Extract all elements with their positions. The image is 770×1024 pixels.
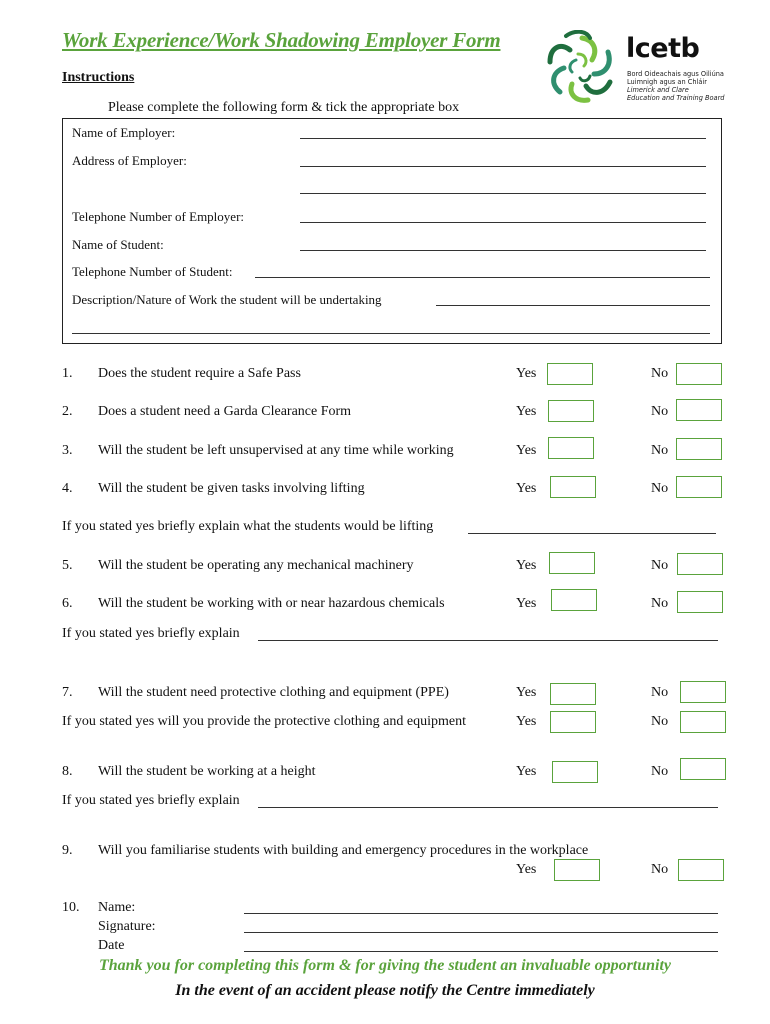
q6-text: Will the student be working with or near hazardous chemicals [98,596,445,611]
logo-brand: lcetb [626,33,700,64]
q7-text: Will the student need protective clothing and equipment (PPE) [98,685,449,700]
q7-followup-label: If you stated yes will you provide the protective clothing and equipment [62,714,466,729]
q7-followup-yes-checkbox[interactable] [550,711,596,733]
q7-followup-no-checkbox[interactable] [680,711,726,733]
q9-number: 9. [62,843,73,858]
q6-no-label: No [651,596,669,611]
q5-no-label: No [651,558,669,573]
employer-phone-label: Telephone Number of Employer: [72,209,245,224]
q10-date-field[interactable] [244,951,718,952]
q3-number: 3. [62,443,73,458]
q7-followup-no-label: No [651,714,669,729]
q8-followup-field[interactable] [258,807,718,808]
work-description-field-1[interactable] [436,305,710,306]
q6-no-checkbox[interactable] [677,591,723,613]
work-description-label: Description/Nature of Work the student will be undertaking [72,292,382,307]
q9-no-checkbox[interactable] [678,859,724,881]
q7-yes-checkbox[interactable] [550,683,596,705]
instructions-text: Please complete the following form & tick the appropriate box [108,100,460,115]
form-title: Work Experience/Work Shadowing Employer Form [62,28,501,52]
employer-name-field[interactable] [300,138,706,139]
q1-number: 1. [62,366,73,381]
q8-no-checkbox[interactable] [680,758,726,780]
employer-name-label: Name of Employer: [72,125,176,140]
q9-yes-checkbox[interactable] [554,859,600,881]
q8-yes-label: Yes [516,764,537,779]
q4-followup-field[interactable] [468,533,716,534]
q3-yes-label: Yes [516,443,537,458]
q9-no-label: No [651,862,669,877]
accident-notice: In the event of an accident please notify the Centre immediately [175,982,595,999]
q4-yes-checkbox[interactable] [550,476,596,498]
q7-no-checkbox[interactable] [680,681,726,703]
q8-text: Will the student be working at a height [98,764,316,779]
q4-followup-label: If you stated yes briefly explain what the students would be lifting [62,519,434,534]
work-description-field-2[interactable] [72,333,710,334]
q1-no-checkbox[interactable] [676,363,722,385]
employer-phone-field[interactable] [300,222,706,223]
q7-yes-label: Yes [516,685,537,700]
logo-line1: Bord Oideachais agus Oiliúna [627,70,724,78]
q10-name-field[interactable] [244,913,718,914]
q3-no-label: No [651,443,669,458]
q6-followup-field[interactable] [258,640,718,641]
employer-details-box [62,118,722,344]
q7-no-label: No [651,685,669,700]
q10-name-label: Name: [98,900,136,915]
employer-address-field-2[interactable] [300,193,706,194]
q2-no-label: No [651,404,669,419]
q3-text: Will the student be left unsupervised at any time while working [98,443,454,458]
q1-no-label: No [651,366,669,381]
q9-yes-label: Yes [516,862,537,877]
logo-line2: Luimnigh agus an Chláir [627,78,707,86]
logo-line3: Limerick and Clare [627,86,689,94]
q10-date-label: Date [98,938,125,953]
q1-text: Does the student require a Safe Pass [98,366,301,381]
q2-yes-checkbox[interactable] [548,400,594,422]
employer-address-label: Address of Employer: [72,153,187,168]
q8-number: 8. [62,764,73,779]
q7-number: 7. [62,685,73,700]
thank-you-message: Thank you for completing this form & for giving the student an invaluable opportunity [98,957,672,974]
q7-followup-yes-label: Yes [516,714,537,729]
q9-text: Will you familiarise students with building and emergency procedures in the workplace [98,843,589,858]
q5-no-checkbox[interactable] [677,553,723,575]
q4-number: 4. [62,481,73,496]
q2-yes-label: Yes [516,404,537,419]
q4-yes-label: Yes [516,481,537,496]
q6-yes-label: Yes [516,596,537,611]
q3-yes-checkbox[interactable] [548,437,594,459]
q5-yes-checkbox[interactable] [549,552,595,574]
q8-no-label: No [651,764,669,779]
instructions-heading: Instructions [62,70,135,85]
q6-followup-label: If you stated yes briefly explain [62,626,240,641]
q4-no-checkbox[interactable] [676,476,722,498]
q4-text: Will the student be given tasks involving lifting [98,481,365,496]
student-phone-label: Telephone Number of Student: [72,264,233,279]
q5-number: 5. [62,558,73,573]
q5-yes-label: Yes [516,558,537,573]
q10-signature-label: Signature: [98,919,156,934]
q6-number: 6. [62,596,73,611]
q1-yes-label: Yes [516,366,537,381]
q1-yes-checkbox[interactable] [547,363,593,385]
employer-address-field-1[interactable] [300,166,706,167]
q2-no-checkbox[interactable] [676,399,722,421]
student-name-label: Name of Student: [72,237,164,252]
q2-number: 2. [62,404,73,419]
q10-number: 10. [62,900,80,915]
q2-text: Does a student need a Garda Clearance Form [98,404,352,419]
q3-no-checkbox[interactable] [676,438,722,460]
q5-text: Will the student be operating any mechanical machinery [98,558,414,573]
q10-signature-field[interactable] [244,932,718,933]
q4-no-label: No [651,481,669,496]
student-phone-field[interactable] [255,277,710,278]
q8-yes-checkbox[interactable] [552,761,598,783]
student-name-field[interactable] [300,250,706,251]
logo-line4: Education and Training Board [627,94,725,102]
q8-followup-label: If you stated yes briefly explain [62,793,240,808]
q6-yes-checkbox[interactable] [551,589,597,611]
